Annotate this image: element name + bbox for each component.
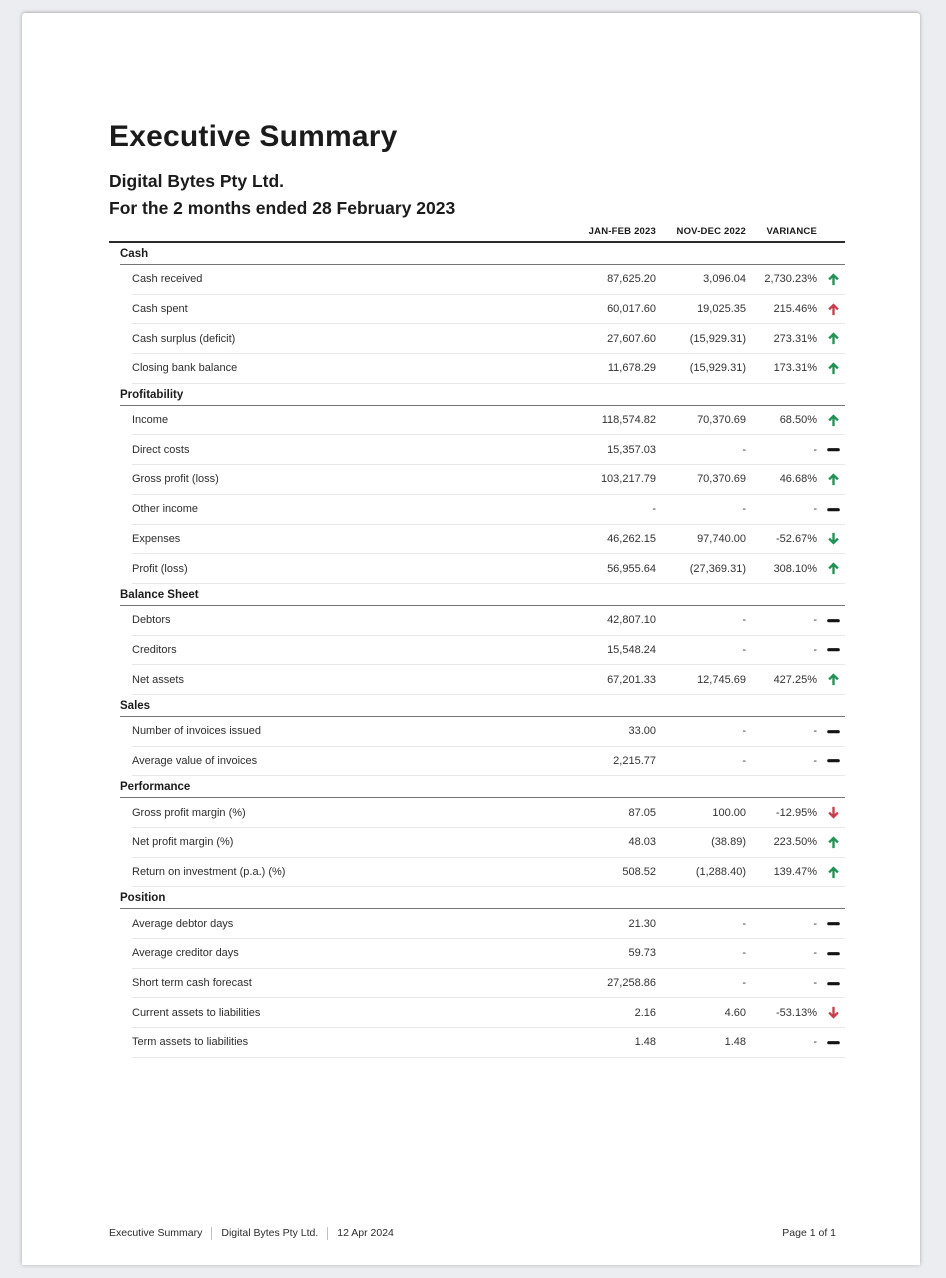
row-variance: 215.46% (773, 303, 817, 316)
row-value-current: 103,217.79 (600, 473, 656, 486)
table-row (132, 465, 845, 495)
section-header: Position (120, 887, 845, 909)
row-variance: 273.31% (773, 332, 817, 345)
table-row (132, 969, 845, 999)
table-row (132, 554, 845, 584)
section-header: Cash (120, 243, 845, 265)
section-header: Profitability (120, 384, 845, 406)
row-label: Return on investment (p.a.) (%) (132, 866, 286, 879)
row-value-prior: - (742, 725, 746, 738)
arrow-up-icon (817, 835, 845, 850)
dash-icon (817, 946, 845, 961)
row-value-current: 60,017.60 (607, 303, 656, 316)
arrow-down-icon (817, 1005, 845, 1020)
row-variance: 173.31% (773, 362, 817, 375)
row-value-prior: 70,370.69 (697, 414, 746, 427)
table-row (132, 495, 845, 525)
arrow-down-icon (817, 805, 845, 820)
table-row (132, 828, 845, 858)
section-performance (109, 776, 845, 887)
row-label: Average value of invoices (132, 754, 258, 767)
row-label: Average creditor days (132, 947, 239, 960)
section-header: Sales (120, 695, 845, 717)
row-variance: - (813, 643, 817, 656)
row-variance: - (813, 503, 817, 516)
dash-icon (817, 916, 845, 931)
column-header-row (109, 226, 845, 243)
row-value-current: 87.05 (628, 806, 656, 819)
row-variance: - (813, 443, 817, 456)
dash-icon (817, 502, 845, 517)
table-row (132, 406, 845, 436)
arrow-up-icon (817, 413, 845, 428)
row-variance: 2,730.23% (764, 273, 817, 286)
row-label: Short term cash forecast (132, 977, 252, 990)
table-row (132, 858, 845, 888)
row-variance: 308.10% (773, 562, 817, 575)
dash-icon (817, 442, 845, 457)
row-value-prior: (27,369.31) (689, 562, 746, 575)
row-value-current: 15,357.03 (607, 443, 656, 456)
table-row (132, 295, 845, 325)
company-name: Digital Bytes Pty Ltd. (109, 171, 285, 191)
row-value-current: 67,201.33 (607, 673, 656, 686)
row-variance: 223.50% (773, 836, 817, 849)
row-label: Gross profit margin (%) (132, 806, 246, 819)
column-header-variance: VARIANCE (766, 226, 817, 237)
row-value-current: 11,678.29 (607, 362, 656, 375)
row-label: Other income (132, 503, 199, 516)
row-value-current: 59.73 (628, 947, 656, 960)
arrow-down-icon (817, 531, 845, 546)
row-value-prior: - (742, 947, 746, 960)
row-value-current: 33.00 (628, 725, 656, 738)
row-label: Cash received (132, 273, 203, 286)
row-value-current: 56,955.64 (607, 562, 656, 575)
row-label: Current assets to liabilities (132, 1006, 261, 1019)
row-value-prior: (15,929.31) (689, 362, 746, 375)
row-value-current: 1.48 (634, 1036, 656, 1049)
row-value-current: - (652, 503, 656, 516)
row-label: Net profit margin (%) (132, 836, 234, 849)
row-value-prior: - (742, 754, 746, 767)
row-value-prior: - (742, 643, 746, 656)
report-content (22, 13, 920, 1058)
arrow-up-icon (817, 331, 845, 346)
row-value-prior: 4.60 (724, 1006, 746, 1019)
section-header: Balance Sheet (120, 584, 845, 606)
table-row (132, 717, 845, 747)
table-row (132, 939, 845, 969)
column-header-current-period: JAN-FEB 2023 (588, 226, 656, 237)
row-label: Cash surplus (deficit) (132, 332, 236, 345)
table-row (132, 435, 845, 465)
table-row (132, 606, 845, 636)
row-value-current: 27,607.60 (607, 332, 656, 345)
row-variance: 427.25% (773, 673, 817, 686)
row-variance: -52.67% (776, 532, 817, 545)
arrow-up-icon (817, 361, 845, 376)
row-value-prior: 70,370.69 (697, 473, 746, 486)
row-label: Profit (loss) (132, 562, 188, 575)
row-value-current: 118,574.82 (601, 414, 656, 427)
row-variance: 46.68% (779, 473, 817, 486)
table-row (132, 665, 845, 695)
row-value-prior: - (742, 977, 746, 990)
row-label: Expenses (132, 532, 181, 545)
row-variance: - (813, 725, 817, 738)
row-variance: - (813, 614, 817, 627)
row-value-current: 27,258.86 (607, 977, 656, 990)
section-sales (109, 695, 845, 776)
dash-icon (817, 1035, 845, 1050)
arrow-up-icon (817, 472, 845, 487)
footer-divider (211, 1227, 212, 1240)
row-value-prior: - (742, 443, 746, 456)
dash-icon (817, 753, 845, 768)
row-value-current: 2.16 (634, 1006, 656, 1019)
row-variance: - (813, 754, 817, 767)
arrow-up-icon (817, 672, 845, 687)
row-value-current: 48.03 (628, 836, 656, 849)
row-value-prior: 100.00 (712, 806, 746, 819)
arrow-up-icon (817, 561, 845, 576)
row-variance: - (813, 947, 817, 960)
row-label: Average debtor days (132, 917, 234, 930)
row-value-prior: 97,740.00 (697, 532, 746, 545)
page-title: Executive Summary (109, 120, 398, 153)
arrow-up-icon (817, 865, 845, 880)
section-profitability (109, 384, 845, 584)
row-value-prior: (1,288.40) (695, 866, 746, 879)
table-row (132, 525, 845, 555)
row-variance: - (813, 1036, 817, 1049)
table-row (132, 798, 845, 828)
row-value-current: 15,548.24 (607, 643, 656, 656)
section-position (109, 887, 845, 1057)
row-variance: -53.13% (776, 1006, 817, 1019)
footer-company-name: Digital Bytes Pty Ltd. (221, 1227, 319, 1239)
row-value-prior: - (742, 503, 746, 516)
row-label: Term assets to liabilities (132, 1036, 249, 1049)
page-footer (109, 1226, 836, 1240)
row-value-prior: 12,745.69 (697, 673, 746, 686)
row-label: Direct costs (132, 443, 190, 456)
row-value-current: 46,262.15 (607, 532, 656, 545)
table-row (132, 636, 845, 666)
row-label: Net assets (132, 673, 184, 686)
row-value-prior: 1.48 (724, 1036, 746, 1049)
row-variance: - (813, 917, 817, 930)
table-row (132, 747, 845, 777)
arrow-up-icon (817, 272, 845, 287)
section-header: Performance (120, 776, 845, 798)
row-variance: 139.47% (773, 866, 817, 879)
row-value-current: 2,215.77 (613, 754, 656, 767)
dash-icon (817, 642, 845, 657)
table-row (132, 998, 845, 1028)
table-row (132, 265, 845, 295)
row-value-prior: - (742, 917, 746, 930)
row-variance: - (813, 977, 817, 990)
row-value-current: 42,807.10 (607, 614, 656, 627)
arrow-up-icon (817, 302, 845, 317)
table-row (132, 354, 845, 384)
report-subtitle-block (109, 168, 845, 222)
row-label: Income (132, 414, 169, 427)
row-variance: 68.50% (779, 414, 817, 427)
row-label: Cash spent (132, 303, 188, 316)
table-row (132, 1028, 845, 1058)
row-value-prior: 3,096.04 (703, 273, 746, 286)
row-value-current: 508.52 (622, 866, 656, 879)
row-value-prior: (38.89) (711, 836, 746, 849)
dash-icon (817, 724, 845, 739)
row-value-current: 21.30 (628, 917, 656, 930)
row-label: Closing bank balance (132, 362, 238, 375)
dash-icon (817, 613, 845, 628)
row-value-prior: 19,025.35 (697, 303, 746, 316)
row-value-prior: - (742, 614, 746, 627)
row-label: Number of invoices issued (132, 725, 262, 738)
row-value-prior: (15,929.31) (689, 332, 746, 345)
table-row (132, 324, 845, 354)
table-row (132, 909, 845, 939)
row-value-current: 87,625.20 (607, 273, 656, 286)
footer-report-name: Executive Summary (109, 1227, 203, 1239)
dash-icon (817, 976, 845, 991)
report-period: For the 2 months ended 28 February 2023 (109, 198, 456, 218)
row-label: Creditors (132, 643, 177, 656)
footer-date: 12 Apr 2024 (337, 1227, 394, 1239)
row-label: Gross profit (loss) (132, 473, 219, 486)
footer-divider (327, 1227, 328, 1240)
report-page (22, 13, 920, 1265)
footer-page-number: Page 1 of 1 (782, 1227, 836, 1239)
section-balance-sheet (109, 584, 845, 695)
section-cash (109, 243, 845, 384)
row-label: Debtors (132, 614, 171, 627)
column-header-prior-period: NOV-DEC 2022 (676, 226, 746, 237)
row-variance: -12.95% (776, 806, 817, 819)
